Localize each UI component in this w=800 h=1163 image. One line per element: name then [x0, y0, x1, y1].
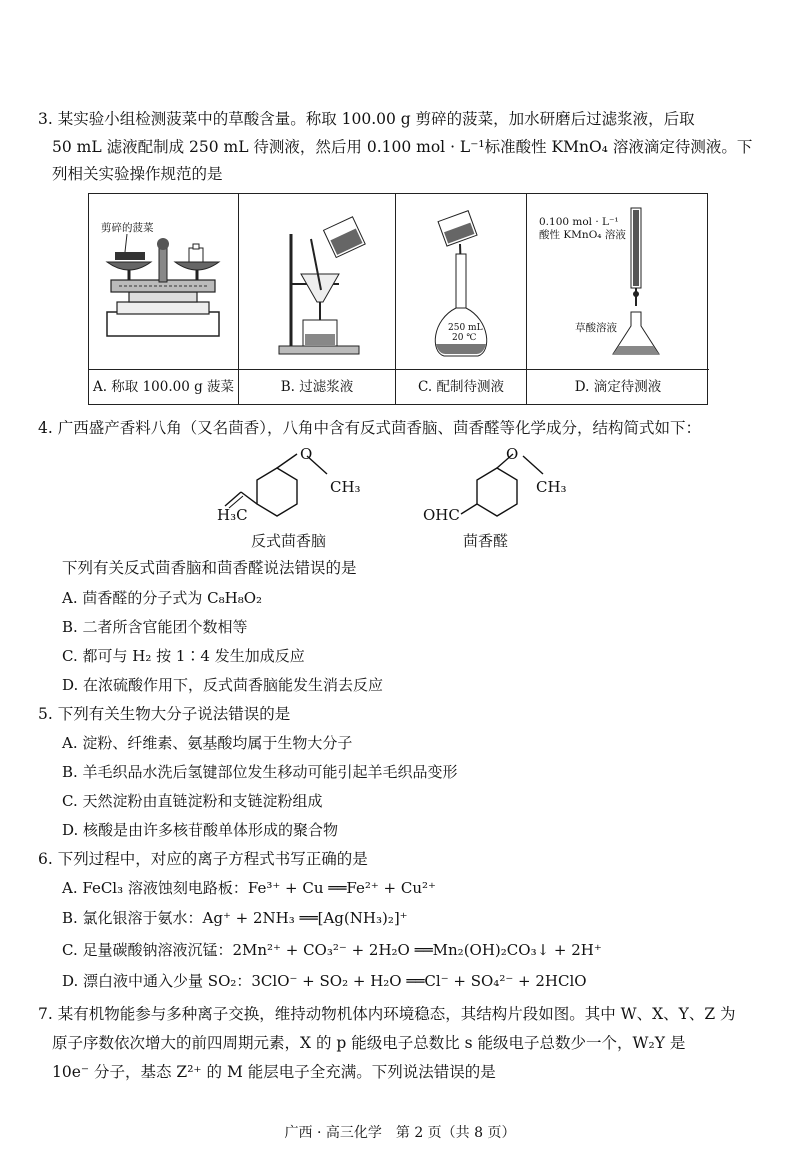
- struct1-o: O: [300, 445, 313, 463]
- q3-caption-b: B. 过滤浆液: [239, 369, 395, 404]
- q5-option-a: A. 淀粉、纤维素、氨基酸均属于生物大分子: [62, 734, 353, 752]
- q4-option-c: C. 都可与 H₂ 按 1∶4 发生加成反应: [62, 647, 305, 665]
- q3-image-table: [88, 193, 708, 405]
- balance-figure: [89, 194, 238, 370]
- q3-a-label: 剪碎的菠菜: [101, 222, 154, 234]
- q3-caption-d: D. 滴定待测液: [527, 369, 709, 404]
- q3-c-label2: 20 ℃: [452, 333, 477, 343]
- struct1-name: 反式茴香脑: [251, 532, 327, 550]
- q3-d-label3: 草酸溶液: [575, 322, 617, 334]
- q3-caption-a: A. 称取 100.00 g 菠菜: [89, 369, 238, 404]
- q3-line3: 列相关实验操作规范的是: [52, 165, 223, 183]
- q5-stem: 5. 下列有关生物大分子说法错误的是: [38, 705, 291, 723]
- q5-option-d: D. 核酸是由许多核苷酸单体形成的聚合物: [62, 821, 339, 839]
- filtration-figure: [239, 194, 395, 370]
- filtration-icon: [239, 194, 396, 370]
- q3-cell-b: [239, 194, 396, 404]
- q4-option-a: A. 茴香醛的分子式为 C₈H₈O₂: [62, 589, 263, 607]
- q6-option-d: D. 漂白液中通入少量 SO₂：3ClO⁻ + SO₂ + H₂O ══Cl⁻ + SO₄²⁻ + 2HClO: [62, 972, 587, 990]
- q3-d-label1: 0.100 mol · L⁻¹: [539, 216, 619, 228]
- q3-line2: 50 mL 滤液配制成 250 mL 待测液，然后用 0.100 mol · L⁻¹标准酸性 KMnO₄ 溶液滴定待测液。下: [52, 138, 753, 156]
- q7-line1: 7. 某有机物能参与多种离子交换，维持动物机体内环境稳态，其结构片段如图。其中 W、X、Y、Z 为: [38, 1005, 736, 1023]
- q4-option-b: B. 二者所含官能团个数相等: [62, 618, 248, 636]
- q3-cell-a: [89, 194, 239, 404]
- benzene-ring-2: [477, 468, 517, 516]
- struct2-name: 茴香醛: [463, 532, 509, 550]
- q3-caption-c: C. 配制待测液: [396, 369, 526, 404]
- volumetric-flask-figure: [396, 194, 526, 370]
- struct2-ohc: OHC: [423, 506, 460, 524]
- q6-option-b: B. 氯化银溶于氨水：Ag⁺ + 2NH₃ ══[Ag(NH₃)₂]⁺: [62, 909, 408, 927]
- q6-option-c: C. 足量碳酸钠溶液沉锰：2Mn²⁺ + CO₃²⁻ + 2H₂O ══Mn₂(OH)₂CO₃↓ + 2H⁺: [62, 941, 602, 959]
- q3-d-label2: 酸性 KMnO₄ 溶液: [539, 229, 626, 241]
- struct2-o: O: [506, 445, 519, 463]
- q4-option-d: D. 在浓硫酸作用下，反式茴香脑能发生消去反应: [62, 676, 384, 694]
- q7-line2: 原子序数依次增大的前四周期元素，X 的 p 能级电子总数比 s 能级电子总数少一个，W₂Y 是: [52, 1034, 686, 1052]
- q3-cell-c: [396, 194, 527, 404]
- q7-line3: 10e⁻ 分子，基态 Z²⁺ 的 M 能层电子全充满。下列说法错误的是: [52, 1063, 496, 1081]
- q3-line1: 3. 某实验小组检测菠菜中的草酸含量。称取 100.00 g 剪碎的菠菜，加水研磨后过滤浆液，后取: [38, 110, 695, 128]
- titration-figure: [527, 194, 709, 370]
- q6-option-a: A. FeCl₃ 溶液蚀刻电路板：Fe³⁺ + Cu ══Fe²⁺ + Cu²⁺: [62, 879, 436, 897]
- burette-icon: [527, 194, 709, 370]
- struct2-ch3: CH₃: [536, 478, 567, 496]
- page-footer: 广西 · 高三化学 第 2 页（共 8 页）: [284, 1125, 516, 1141]
- struct1-ch3: CH₃: [330, 478, 361, 496]
- q4-question: 下列有关反式茴香脑和茴香醛说法错误的是: [62, 559, 357, 577]
- struct1-h3c: H₃C: [217, 506, 248, 524]
- q5-option-b: B. 羊毛织品水洗后氢键部位发生移动可能引起羊毛织品变形: [62, 763, 458, 781]
- q5-option-c: C. 天然淀粉由直链淀粉和支链淀粉组成: [62, 792, 323, 810]
- q3-cell-d: [527, 194, 709, 404]
- benzene-ring-1: [257, 468, 297, 516]
- q6-stem: 6. 下列过程中，对应的离子方程式书写正确的是: [38, 850, 368, 868]
- q4-stem: 4. 广西盛产香料八角（又名茴香），八角中含有反式茴香脑、茴香醛等化学成分，结构简式如下：: [38, 419, 701, 437]
- q3-c-label1: 250 mL: [448, 323, 483, 333]
- balance-icon: [89, 194, 239, 364]
